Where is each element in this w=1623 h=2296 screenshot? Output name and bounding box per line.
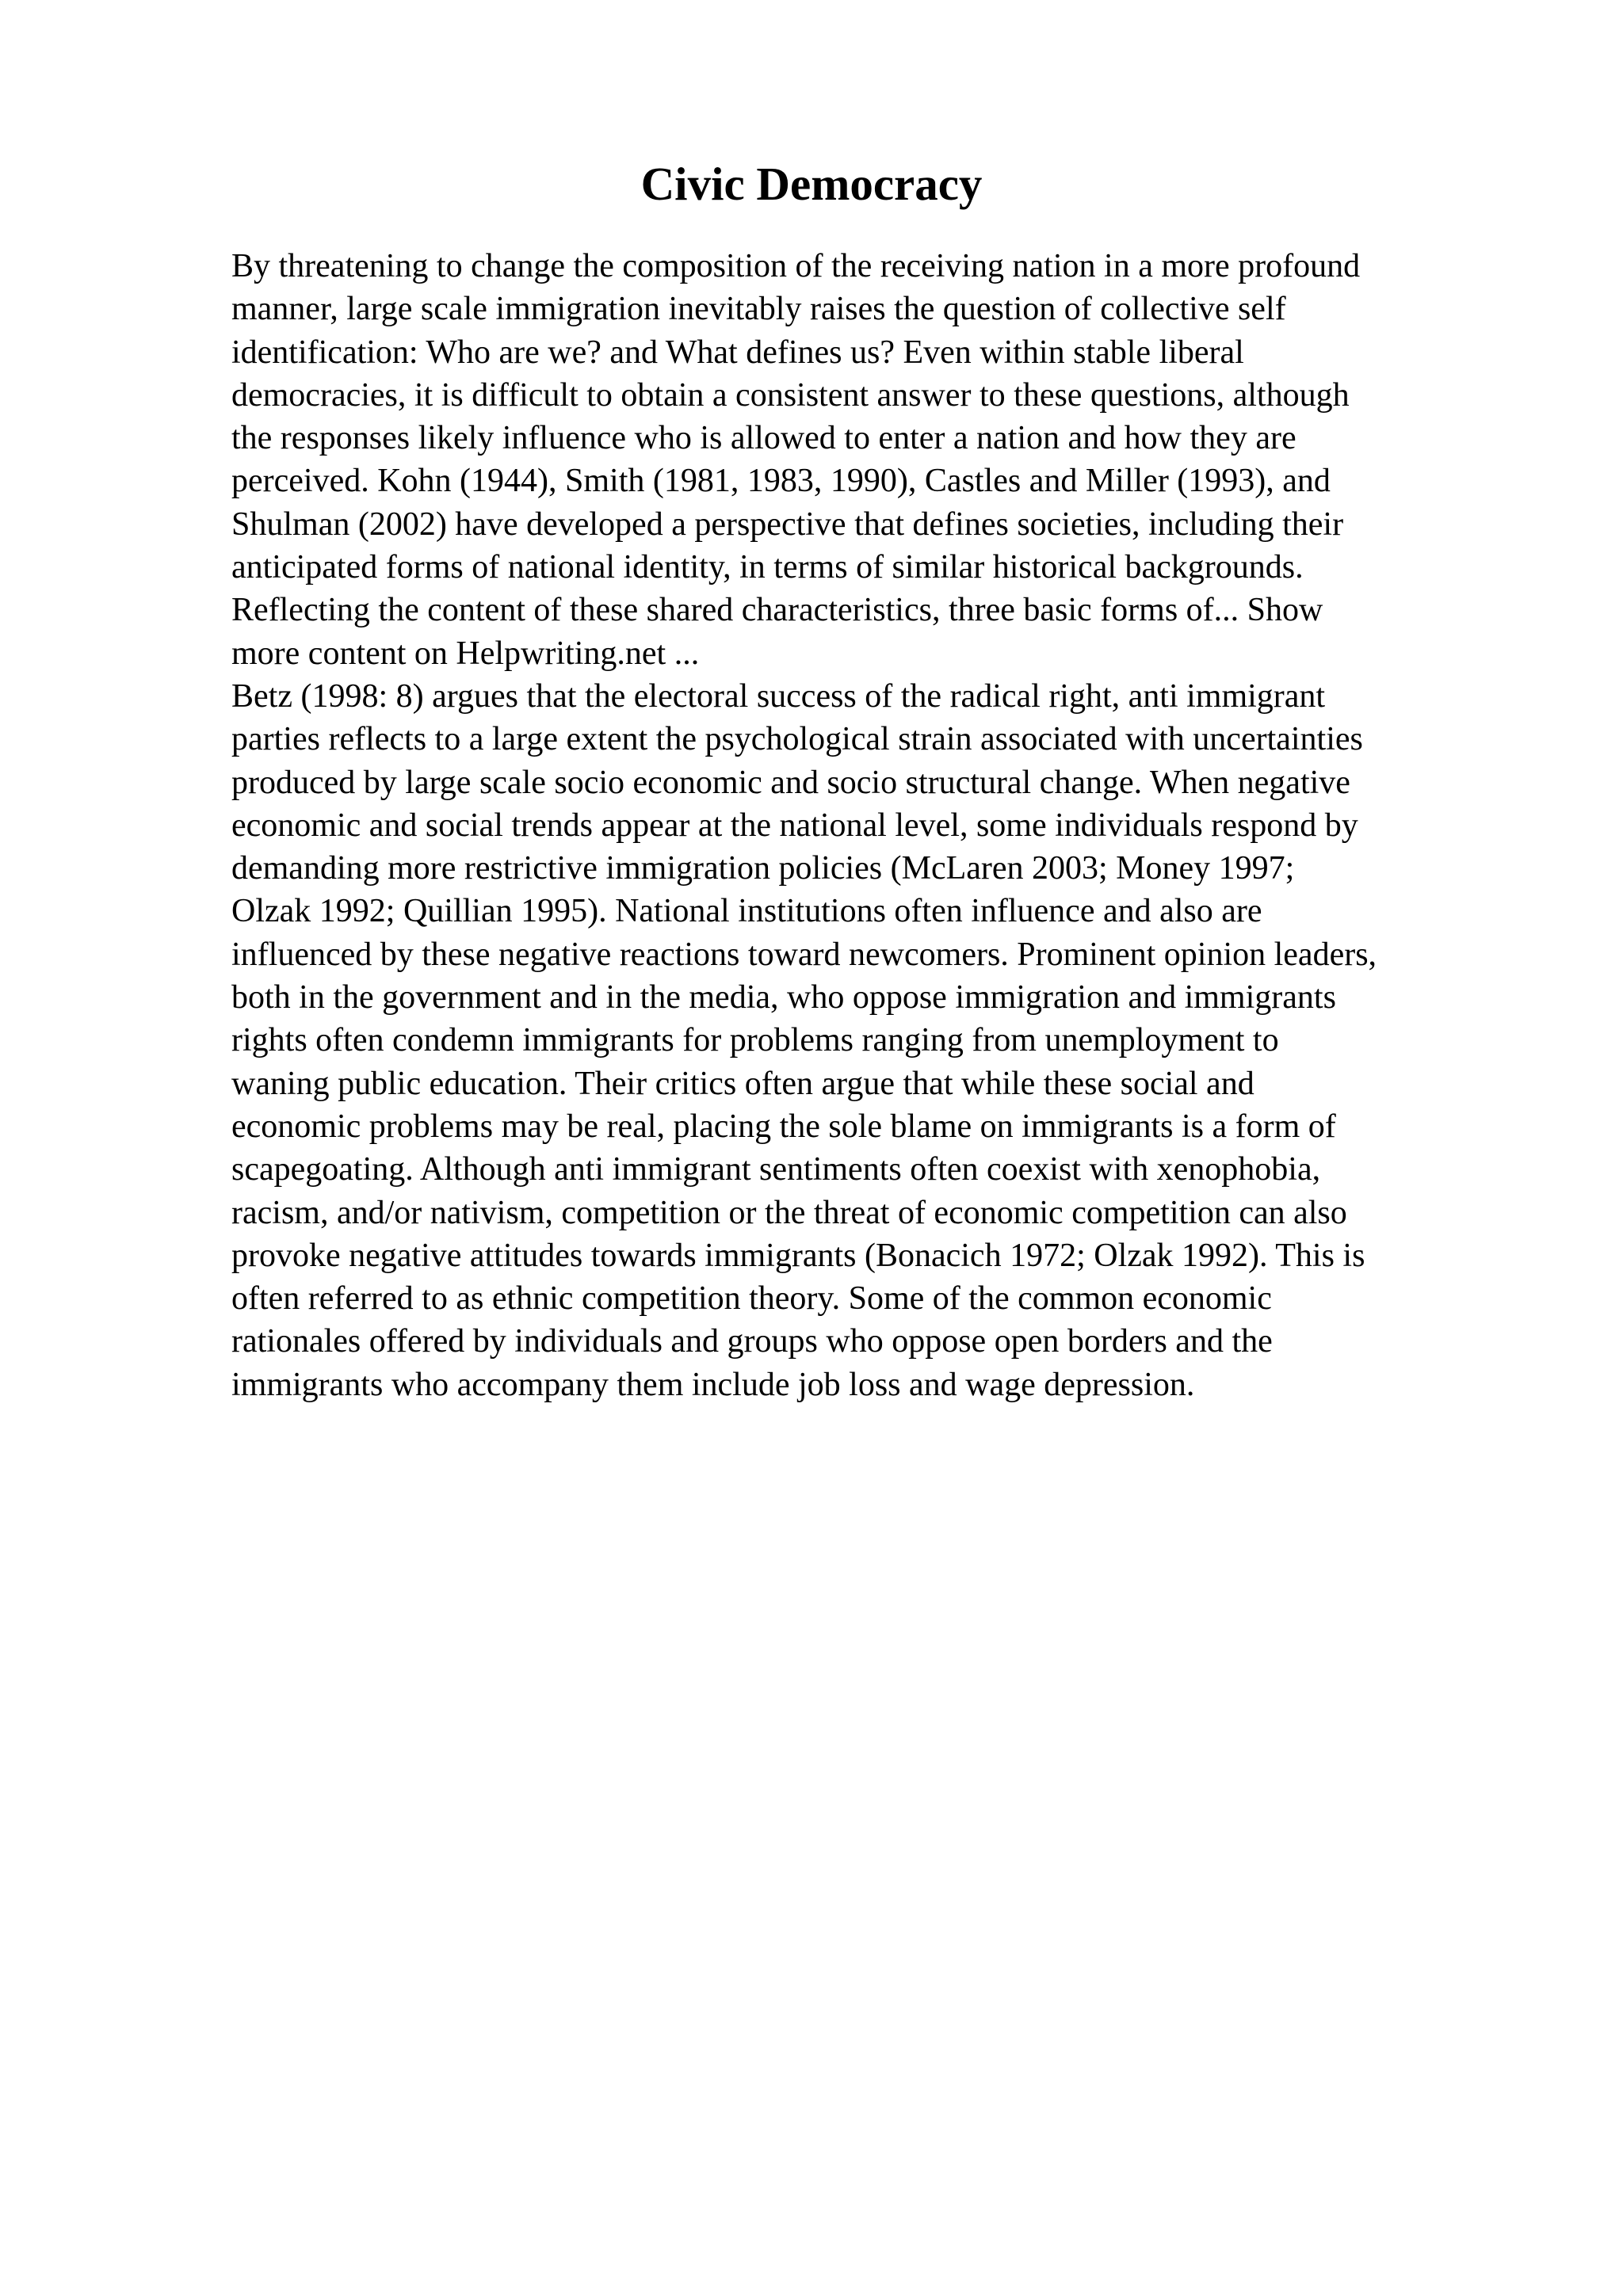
text-line: immigrants who accompany them include job loss and wage depression. bbox=[231, 1366, 1195, 1403]
text-line: parties reflects to a large extent the psychological strain associated with uncertainties bbox=[231, 721, 1363, 758]
text-line: waning public education. Their critics often argue that while these social and bbox=[231, 1065, 1254, 1102]
text-line: rationales offered by individuals and groups who oppose open borders and the bbox=[231, 1323, 1273, 1360]
text-line: perceived. Kohn (1944), Smith (1981, 1983, 1990), Castles and Miller (1993), and bbox=[231, 463, 1331, 500]
text-line: scapegoating. Although anti immigrant sentiments often coexist with xenophobia, bbox=[231, 1151, 1321, 1188]
text-line: provoke negative attitudes towards immigrants (Bonacich 1972; Olzak 1992). This is bbox=[231, 1237, 1365, 1274]
text-line: demanding more restrictive immigration policies (McLaren 2003; Money 1997; bbox=[231, 850, 1295, 887]
text-line: more content on Helpwriting.net ... bbox=[231, 635, 700, 672]
text-line: Reflecting the content of these shared characteristics, three basic forms of... Show bbox=[231, 592, 1323, 629]
text-line: democracies, it is difficult to obtain a consistent answer to these questions, although bbox=[231, 376, 1350, 414]
text-line: rights often condemn immigrants for problems ranging from unemployment to bbox=[231, 1022, 1279, 1059]
text-line: Shulman (2002) have developed a perspective that defines societies, including their bbox=[231, 505, 1344, 543]
text-line: influenced by these negative reactions toward newcomers. Prominent opinion leaders, bbox=[231, 936, 1377, 973]
text-line: racism, and/or nativism, competition or the threat of economic competition can also bbox=[231, 1194, 1347, 1231]
document-title: Civic Democracy bbox=[640, 158, 983, 210]
text-line: both in the government and in the media, who oppose immigration and immigrants bbox=[231, 979, 1336, 1016]
text-line: produced by large scale socio economic and socio structural change. When negative bbox=[231, 764, 1350, 801]
text-line: Betz (1998: 8) argues that the electoral success of the radical right, anti immigrant bbox=[231, 677, 1326, 715]
text-line: often referred to as ethnic competition theory. Some of the common economic bbox=[231, 1280, 1272, 1318]
text-line: manner, large scale immigration inevitably raises the question of collective self bbox=[231, 291, 1286, 328]
text-line: anticipated forms of national identity, in terms of similar historical backgrounds. bbox=[231, 549, 1304, 586]
text-line: Olzak 1992; Quillian 1995). National institutions often influence and also are bbox=[231, 893, 1262, 930]
text-line: identification: Who are we? and What defines us? Even within stable liberal bbox=[231, 334, 1244, 371]
text-line: economic problems may be real, placing the sole blame on immigrants is a form of bbox=[231, 1108, 1336, 1145]
document-body bbox=[231, 245, 1531, 1406]
text-line: By threatening to change the composition of the receiving nation in a more profound bbox=[231, 248, 1361, 284]
text-line: the responses likely influence who is allowed to enter a nation and how they are bbox=[231, 420, 1296, 457]
text-line: economic and social trends appear at the national level, some individuals respond by bbox=[231, 807, 1358, 844]
